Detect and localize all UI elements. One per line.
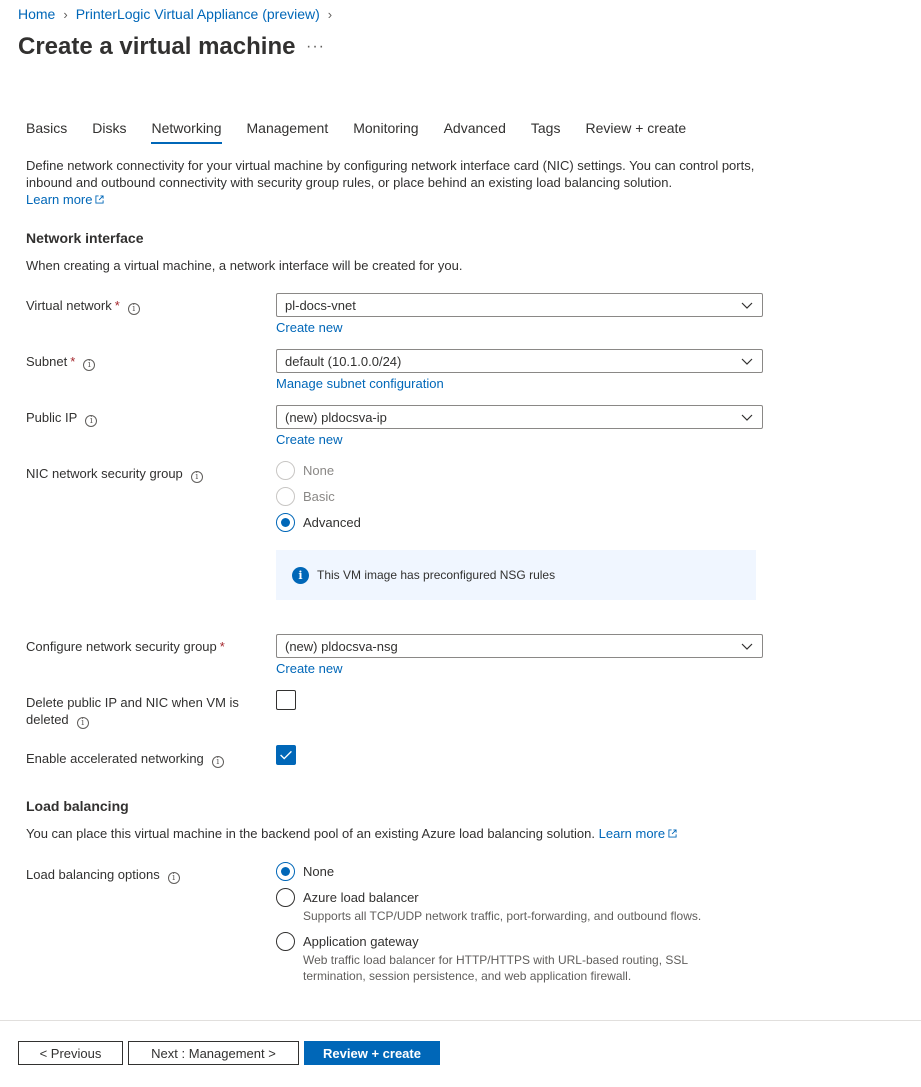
public-ip-dropdown[interactable]: [276, 405, 763, 429]
info-icon[interactable]: i: [212, 756, 224, 768]
required-marker: *: [114, 298, 120, 313]
lb-radio-app-gateway[interactable]: [276, 932, 736, 984]
next-management-button[interactable]: Next : Management >: [128, 1041, 299, 1065]
breadcrumb-appliance-link[interactable]: PrinterLogic Virtual Appliance (preview): [75, 6, 320, 22]
public-ip-value: (new) pldocsva-ip: [285, 409, 387, 425]
info-filled-icon: i: [292, 567, 309, 584]
virtual-network-dropdown[interactable]: [276, 293, 763, 317]
external-link-icon: [95, 195, 104, 204]
tab-review-create[interactable]: Review + create: [585, 120, 687, 136]
chevron-down-icon: [740, 410, 754, 424]
radio-label: None: [303, 463, 335, 478]
load-balancing-description: You can place this virtual machine in the backend pool of an existing Azure load balancing solution. Learn more: [26, 826, 677, 841]
radio-label: Basic: [303, 489, 335, 504]
tab-tags[interactable]: Tags: [530, 120, 561, 136]
breadcrumb: [18, 6, 340, 22]
manage-subnet-link[interactable]: Manage subnet configuration: [276, 376, 444, 391]
nsg-info-banner: [276, 550, 756, 600]
tab-basics[interactable]: Basics: [26, 120, 68, 136]
lb-radio-none[interactable]: [276, 862, 334, 881]
delete-ip-nic-checkbox[interactable]: [276, 690, 296, 710]
radio-circle: [276, 862, 295, 881]
checkmark-icon: [277, 746, 295, 764]
page-title: Create a virtual machine: [18, 33, 296, 60]
info-icon[interactable]: i: [168, 872, 180, 884]
tab-management[interactable]: Management: [246, 120, 329, 136]
configure-nsg-dropdown[interactable]: [276, 634, 763, 658]
radio-label: Advanced: [303, 515, 361, 530]
more-options-icon[interactable]: ···: [306, 38, 325, 55]
required-marker: *: [70, 354, 76, 369]
intro-text: Define network connectivity for your virtual machine by configuring network interface card (NIC) settings. You can control ports, inbound and outbound connectivity with security group rules, or place behind an existing load balancing solution.: [26, 158, 755, 190]
radio-circle: [276, 487, 295, 506]
subnet-dropdown[interactable]: [276, 349, 763, 373]
subnet-label: Subnet * i: [26, 353, 95, 371]
radio-circle: [276, 461, 295, 480]
radio-circle: [276, 513, 295, 532]
chevron-right-icon: ›: [63, 6, 68, 22]
info-icon[interactable]: i: [85, 415, 97, 427]
radio-label: None: [303, 864, 335, 879]
tab-networking[interactable]: Networking: [151, 118, 221, 144]
info-icon[interactable]: i: [77, 717, 89, 729]
info-icon[interactable]: i: [191, 471, 203, 483]
create-new-public-ip-link[interactable]: Create new: [276, 432, 343, 447]
load-balancing-heading: Load balancing: [26, 798, 129, 814]
delete-ip-nic-label: Delete public IP and NIC when VM is deleted i: [26, 695, 239, 728]
lb-learn-more-link[interactable]: Learn more: [599, 826, 677, 841]
public-ip-label: Public IP i: [26, 409, 97, 427]
review-create-button[interactable]: Review + create: [304, 1041, 440, 1065]
nsg-radio-none[interactable]: [276, 461, 334, 480]
create-new-nsg-link[interactable]: Create new: [276, 661, 343, 676]
subnet-value: default (10.1.0.0/24): [285, 353, 402, 369]
tab-disks[interactable]: Disks: [92, 120, 127, 136]
chevron-down-icon: [740, 639, 754, 653]
intro-description: [26, 157, 786, 208]
radio-label: Azure load balancer Supports all TCP/UDP network traffic, port-forwarding, and outbound flows.: [303, 890, 702, 923]
chevron-down-icon: [740, 298, 754, 312]
tab-advanced[interactable]: Advanced: [443, 120, 506, 136]
tab-bar: [26, 118, 711, 144]
chevron-right-icon: ›: [327, 6, 333, 22]
virtual-network-label: Virtual network * i: [26, 297, 140, 315]
accelerated-networking-checkbox[interactable]: [276, 745, 296, 765]
nsg-info-text: This VM image has preconfigured NSG rules: [317, 568, 556, 582]
radio-sublabel: Supports all TCP/UDP network traffic, port-forwarding, and outbound flows.: [303, 909, 702, 923]
nsg-radio-advanced[interactable]: [276, 513, 361, 532]
nsg-radio-basic[interactable]: [276, 487, 335, 506]
info-icon[interactable]: i: [83, 359, 95, 371]
virtual-network-value: pl-docs-vnet: [285, 297, 356, 313]
configure-nsg-label: Configure network security group *: [26, 639, 225, 654]
radio-circle: [276, 932, 295, 951]
footer-divider: [0, 1020, 921, 1021]
info-icon[interactable]: i: [128, 303, 140, 315]
chevron-down-icon: [740, 354, 754, 368]
breadcrumb-home-link[interactable]: Home: [18, 6, 56, 22]
network-interface-description: When creating a virtual machine, a network interface will be created for you.: [26, 258, 463, 273]
radio-circle: [276, 888, 295, 907]
learn-more-link[interactable]: Learn more: [26, 192, 104, 207]
create-new-vnet-link[interactable]: Create new: [276, 320, 343, 335]
external-link-icon: [668, 829, 677, 838]
previous-button[interactable]: < Previous: [18, 1041, 123, 1065]
nic-nsg-label: NIC network security group i: [26, 465, 203, 483]
configure-nsg-value: (new) pldocsva-nsg: [285, 638, 398, 654]
lb-radio-azure-lb[interactable]: [276, 888, 701, 924]
network-interface-heading: Network interface: [26, 230, 144, 246]
radio-sublabel: Web traffic load balancer for HTTP/HTTPS with URL-based routing, SSL termination, session persistence, and web application firewall.: [303, 953, 688, 983]
radio-label: Application gateway Web traffic load balancer for HTTP/HTTPS with URL-based routing, SSL termination, session persistence, and web application firewall.: [303, 932, 736, 984]
required-marker: *: [219, 639, 225, 654]
accelerated-networking-label: Enable accelerated networking i: [26, 750, 224, 768]
lb-options-label: Load balancing options i: [26, 866, 180, 884]
tab-monitoring[interactable]: Monitoring: [353, 120, 419, 136]
